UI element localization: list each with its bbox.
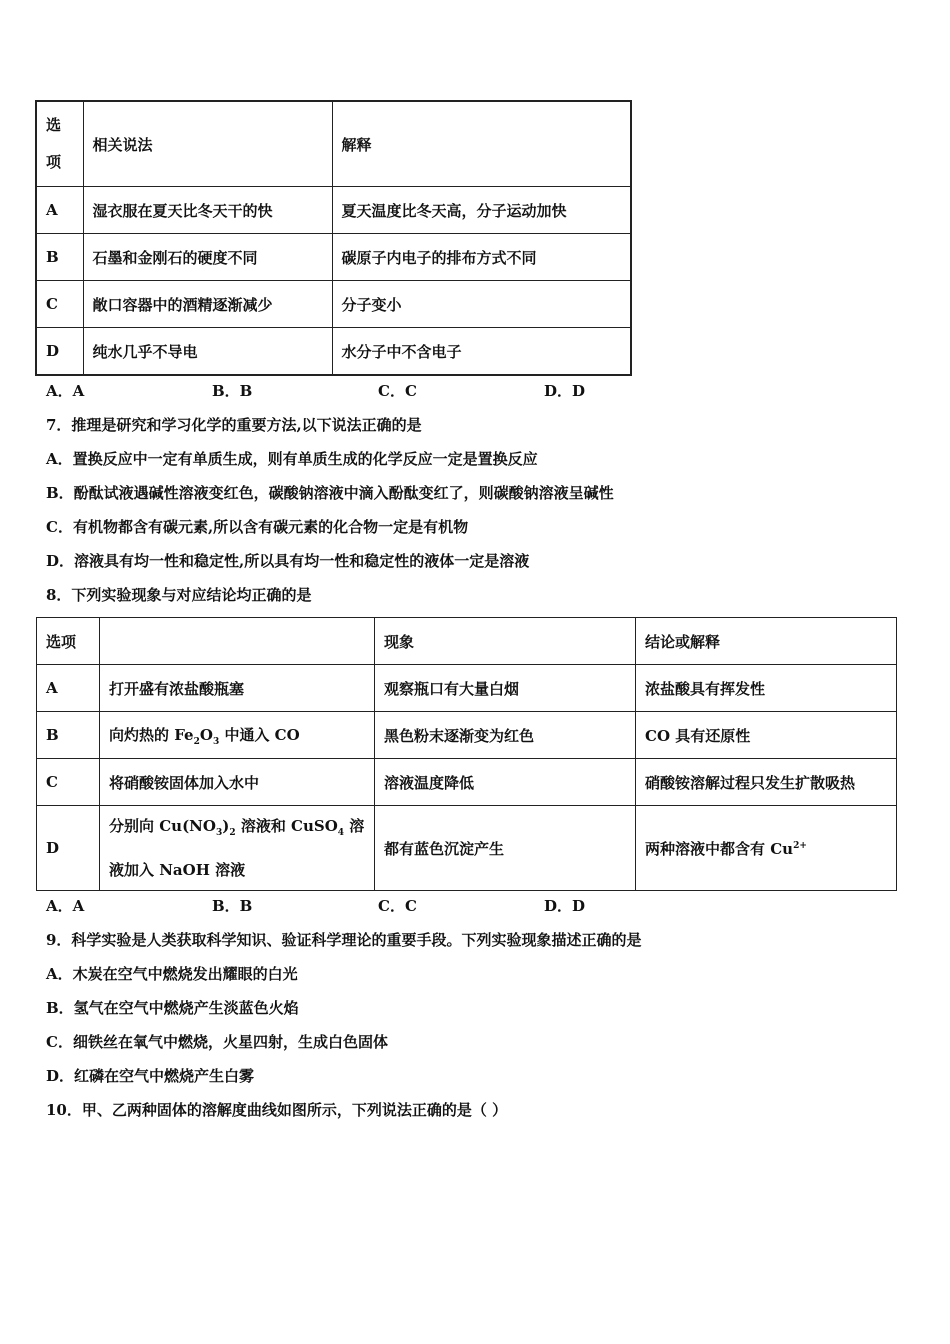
row-option: C (37, 759, 100, 806)
row-conclusion: 两种溶液中都含有 $Cu^{2+}$ (636, 806, 897, 891)
question-9-stem: 9．科学实验是人类获取科学知识、验证科学理论的重要手段。下列实验现象描述正确的是 (46, 931, 642, 949)
question-7-stem: 7．推理是研究和学习化学的重要方法,以下说法正确的是 (46, 416, 422, 434)
row-explanation: 水分子中不含电子 (332, 328, 631, 376)
row-statement: 纯水几乎不导电 (83, 328, 332, 376)
table-header-row (36, 101, 631, 187)
answer-choice[interactable]: C．C (378, 897, 417, 915)
header-option: 选 项 (36, 101, 83, 187)
row-conclusion: CO 具有还原性 (636, 712, 897, 759)
explanation-table (35, 100, 632, 376)
table-header-row (37, 618, 897, 665)
answer-choices-q6 (46, 381, 710, 401)
question-9-option-d[interactable]: D．红磷在空气中燃烧产生白雾 (46, 1067, 255, 1085)
answer-choice[interactable]: B．B (212, 897, 253, 915)
header-option: 选项 (37, 618, 100, 665)
row-statement: 敞口容器中的酒精逐渐减少 (83, 281, 332, 328)
row-phenomenon: 溶液温度降低 (375, 759, 636, 806)
answer-choice[interactable]: D．D (544, 897, 586, 915)
row-explanation: 分子变小 (332, 281, 631, 328)
header-operation (100, 618, 375, 665)
question-9-option-c[interactable]: C．细铁丝在氧气中燃烧，火星四射，生成白色固体 (46, 1033, 388, 1051)
row-option: A (36, 187, 83, 234)
question-9-option-a[interactable]: A．木炭在空气中燃烧发出耀眼的白光 (46, 965, 298, 983)
table-row (36, 187, 631, 234)
row-phenomenon: 都有蓝色沉淀产生 (375, 806, 636, 891)
answer-choices-q8 (46, 896, 710, 916)
table-row (37, 712, 897, 759)
header-conclusion: 结论或解释 (636, 618, 897, 665)
question-9-option-b[interactable]: B．氢气在空气中燃烧产生淡蓝色火焰 (46, 999, 299, 1017)
row-option: B (37, 712, 100, 759)
answer-choice[interactable]: A．A (46, 382, 85, 400)
row-statement: 石墨和金刚石的硬度不同 (83, 234, 332, 281)
answer-choice[interactable]: B．B (212, 382, 253, 400)
table-row (37, 665, 897, 712)
question-10-stem: 10．甲、乙两种固体的溶解度曲线如图所示，下列说法正确的是（ ） (46, 1101, 508, 1119)
row-option: B (36, 234, 83, 281)
table-row (36, 281, 631, 328)
row-conclusion: 硝酸铵溶解过程只发生扩散吸热 (636, 759, 897, 806)
table-row (36, 234, 631, 281)
question-7-option-a[interactable]: A．置换反应中一定有单质生成，则有单质生成的化学反应一定是置换反应 (46, 450, 538, 468)
row-option: A (37, 665, 100, 712)
table-row (37, 806, 897, 891)
row-operation: 向灼热的 $Fe_2O_3$ 中通入 CO (100, 712, 375, 759)
row-conclusion: 浓盐酸具有挥发性 (636, 665, 897, 712)
header-explanation: 解释 (332, 101, 631, 187)
question-7-option-c[interactable]: C．有机物都含有碳元素,所以含有碳元素的化合物一定是有机物 (46, 518, 469, 536)
row-statement: 湿衣服在夏天比冬天干的快 (83, 187, 332, 234)
row-option: C (36, 281, 83, 328)
answer-choice[interactable]: A．A (46, 897, 85, 915)
row-operation: 将硝酸铵固体加入水中 (100, 759, 375, 806)
row-explanation: 碳原子内电子的排布方式不同 (332, 234, 631, 281)
row-phenomenon: 黑色粉末逐渐变为红色 (375, 712, 636, 759)
table-row (36, 328, 631, 376)
table-row (37, 759, 897, 806)
header-phenomenon: 现象 (375, 618, 636, 665)
question-7-option-d[interactable]: D．溶液具有均一性和稳定性,所以具有均一性和稳定性的液体一定是溶液 (46, 552, 530, 570)
row-phenomenon: 观察瓶口有大量白烟 (375, 665, 636, 712)
question-7-option-b[interactable]: B．酚酞试液遇碱性溶液变红色，碳酸钠溶液中滴入酚酞变红了，则碳酸钠溶液呈碱性 (46, 484, 614, 502)
header-statement: 相关说法 (83, 101, 332, 187)
experiment-table (36, 617, 897, 891)
row-operation: 打开盛有浓盐酸瓶塞 (100, 665, 375, 712)
question-8-stem: 8．下列实验现象与对应结论均正确的是 (46, 586, 312, 604)
row-explanation: 夏天温度比冬天高，分子运动加快 (332, 187, 631, 234)
row-operation: 分别向 $Cu(NO_3)_2$ 溶液和 CuSO$_4$ 溶 液加入 NaOH 溶液 (100, 806, 375, 891)
answer-choice[interactable]: C．C (378, 382, 417, 400)
row-option: D (37, 806, 100, 891)
answer-choice[interactable]: D．D (544, 382, 586, 400)
row-option: D (36, 328, 83, 376)
